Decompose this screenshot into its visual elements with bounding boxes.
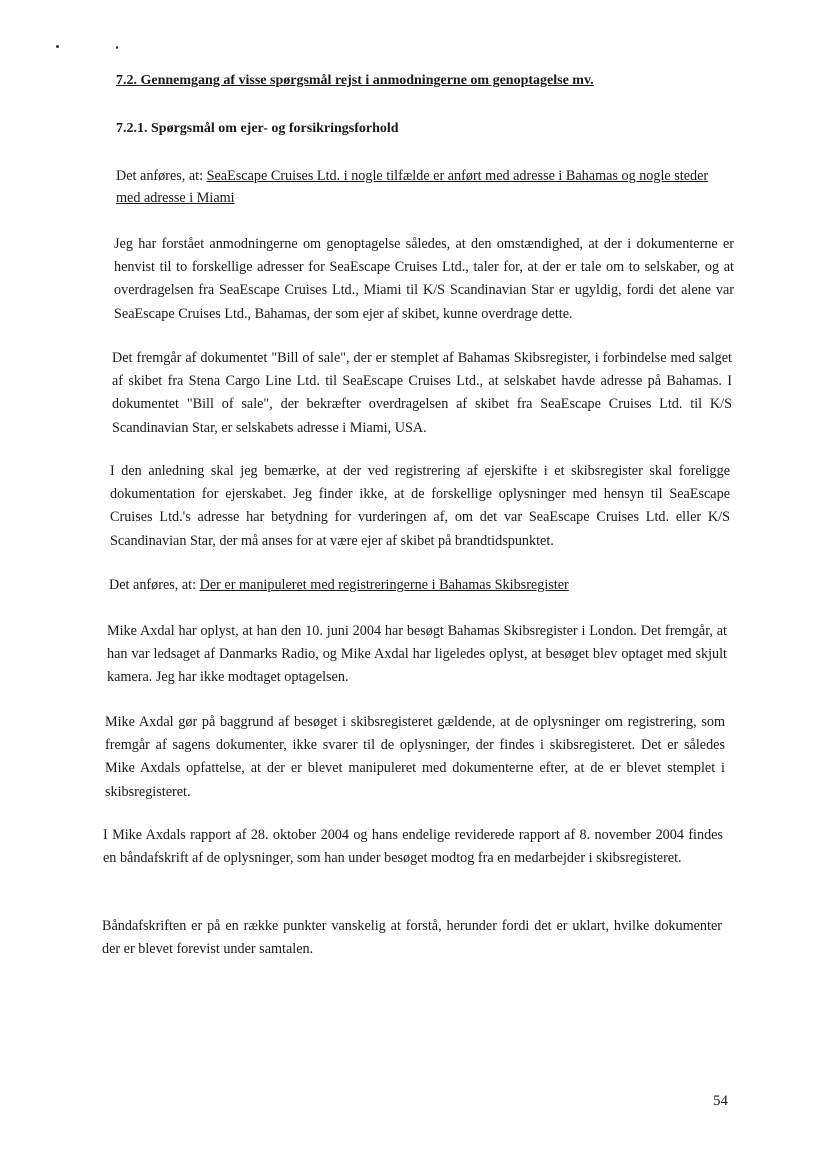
- claim-statement: [109, 574, 729, 596]
- section-heading: 7.2. Gennemgang af visse spørgsmål rejst i anmodningerne om genoptagelse mv.: [116, 73, 594, 88]
- paragraph: Jeg har forstået anmodningerne om genoptagelse således, at den omstændighed, at der i dokumenterne er henvist til to forskellige adresser for SeaEscape Cruises Ltd., taler for, at der er tale om to selskaber, og at overdragelsen fra SeaEscape Cruises Ltd., Miami til K/S Scandinavian Star er ugyldig, fordi det alene var SeaEscape Cruises Ltd., Bahamas, der som ejer af skibet, kunne overdrage dette.: [114, 236, 734, 322]
- paragraph: Det fremgår af dokumentet "Bill of sale", der er stemplet af Bahamas Skibsregister, i forbindelse med salget af skibet fra Stena Cargo Line Ltd. til SeaEscape Cruises Ltd., at selskabet havde adresse på Bahamas. I dokumentet "Bill of sale", der bekræfter overdragelsen af skibet fra SeaEscape Cruises Ltd. til K/S Scandinavian Star, er selskabets adresse i Miami, USA.: [112, 350, 732, 436]
- paragraph: I den anledning skal jeg bemærke, at der ved registrering af ejerskifte i et skibsregister skal foreligge dokumentation for ejerskabet. Jeg finder ikke, at de forskellige oplysninger med hensyn til SeaEscape Cruises Ltd.'s adresse har betydning for vurderingen af, om det var SeaEscape Cruises Ltd. eller K/S Scandinavian Star, der må anses for at være ejer af skibet på brandtidspunktet.: [110, 463, 730, 549]
- paragraph: Mike Axdal gør på baggrund af besøget i skibsregisteret gældende, at de oplysninger om registrering, som fremgår af sagens dokumenter, ikke svarer til de oplysninger, der findes i skibsregisteret. Det er således Mike Axdals opfattelse, at der er blevet manipuleret med dokumenterne efter, at de er blevet stemplet i skibsregisteret.: [105, 714, 725, 800]
- claim-statement: [116, 165, 736, 209]
- claim-text: Der er manipuleret med registreringerne i Bahamas Skibsregister: [199, 577, 569, 593]
- scan-speck: [56, 45, 59, 48]
- page-number: 54: [713, 1093, 728, 1109]
- scan-speck: [116, 46, 118, 49]
- subsection-heading: 7.2.1. Spørgsmål om ejer- og forsikringsforhold: [116, 121, 399, 136]
- claim-prefix: Det anføres, at:: [109, 577, 200, 593]
- paragraph: Båndafskriften er på en række punkter vanskelig at forstå, herunder fordi det er uklart, hvilke dokumenter der er blevet forevist under samtalen.: [102, 918, 722, 958]
- paragraph: Mike Axdal har oplyst, at han den 10. juni 2004 har besøgt Bahamas Skibsregister i London. Det fremgår, at han var ledsaget af Danmarks Radio, og Mike Axdal har ligeledes oplyst, at besøget blev optaget med skjult kamera. Jeg har ikke modtaget optagelsen.: [107, 623, 727, 686]
- paragraph: I Mike Axdals rapport af 28. oktober 2004 og hans endelige reviderede rapport af 8. november 2004 findes en båndafskrift af de oplysninger, som han under besøget modtog fra en medarbejder i skibsregisteret.: [103, 827, 723, 867]
- claim-text: SeaEscape Cruises Ltd. i nogle tilfælde er anført med adresse i Bahamas og nogle steder med adresse i Miami: [116, 168, 709, 206]
- claim-prefix: Det anføres, at:: [116, 168, 207, 184]
